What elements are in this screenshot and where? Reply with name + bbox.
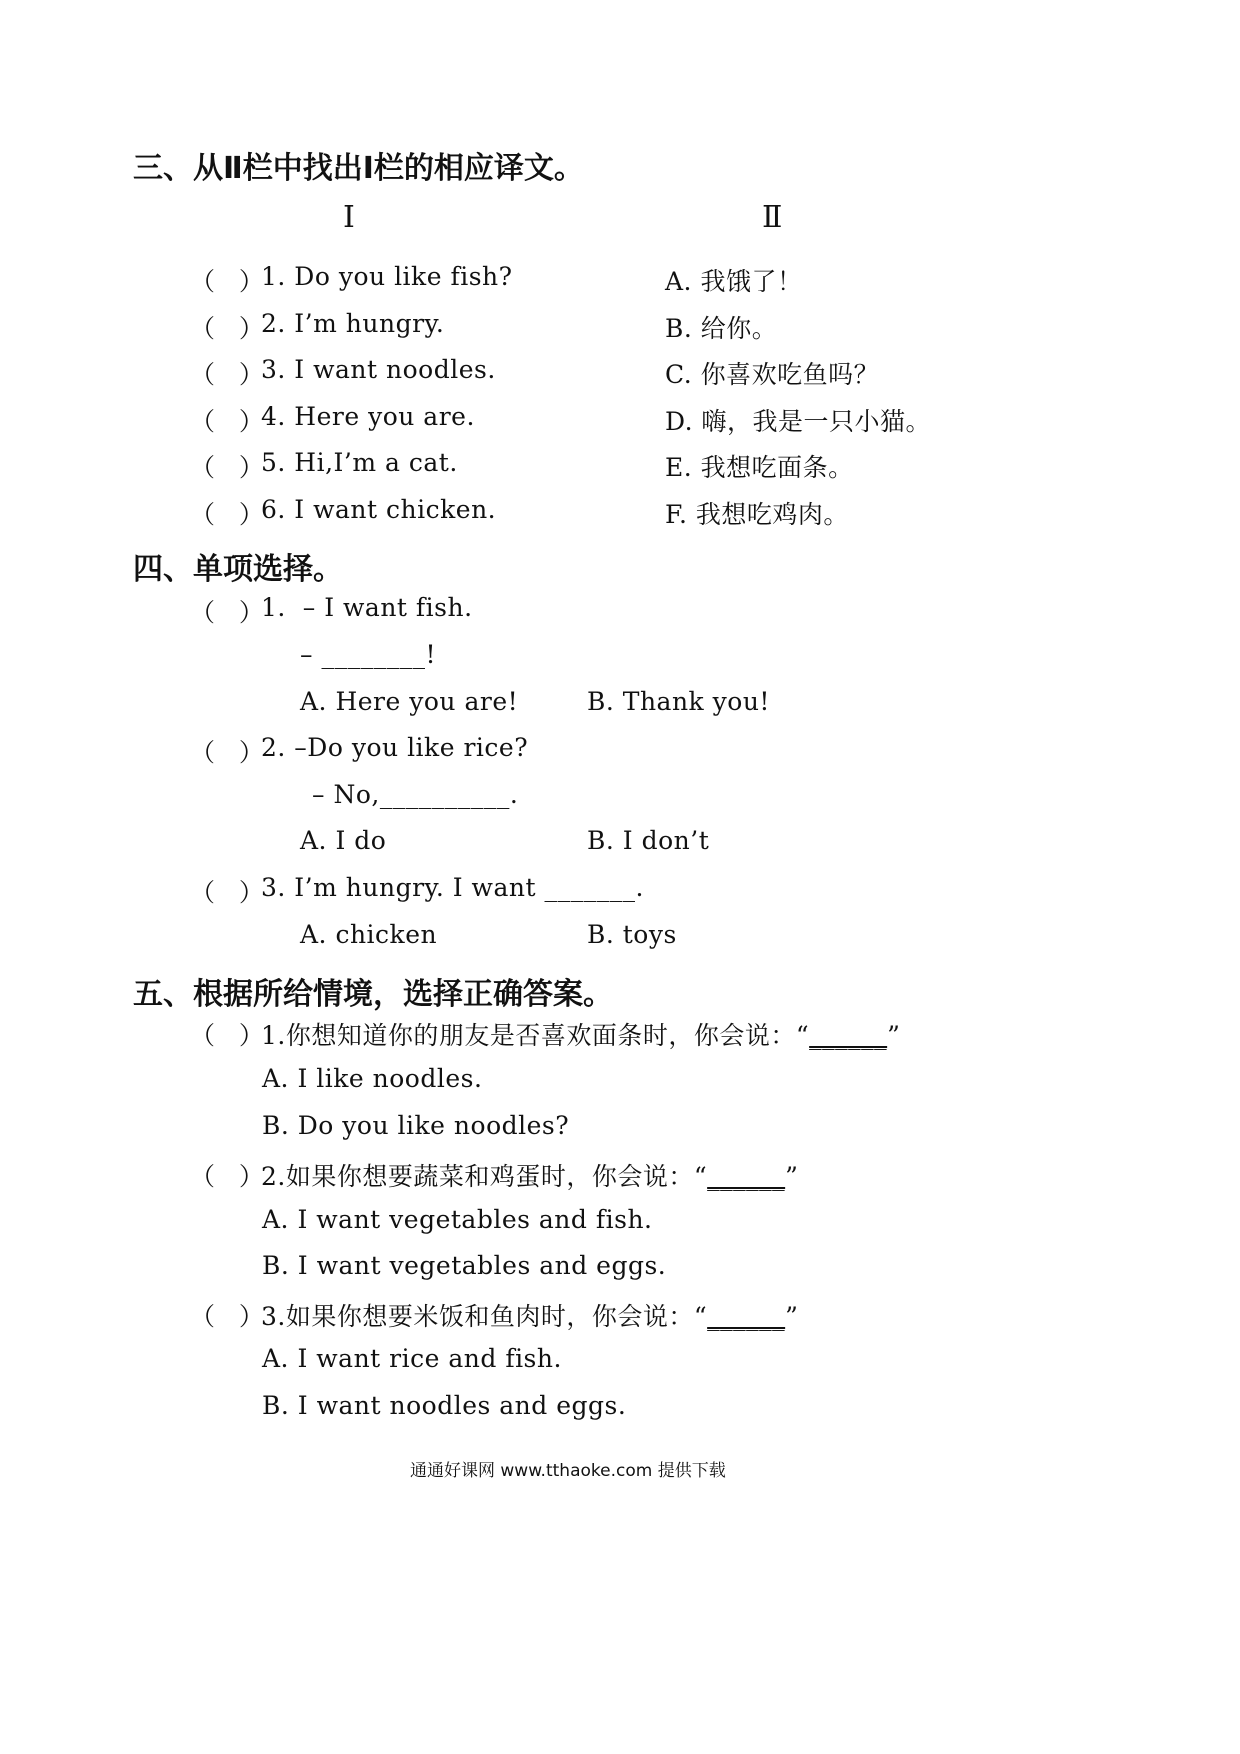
question-text: 3. I want noodles. (261, 355, 496, 384)
question-text: 2.如果你想要蔬菜和鸡蛋时，你会说：“ (261, 1162, 708, 1191)
answer-paren[interactable]: （ ） (190, 453, 264, 482)
question-line: 2. –Do you like rice? (261, 733, 529, 762)
option-a: A. I want rice and fish. (262, 1344, 562, 1373)
answer-paren[interactable]: （ ） (190, 878, 264, 907)
close-quote: ” (785, 1302, 799, 1331)
question-text: 2. I’m hungry. (261, 309, 445, 338)
option-b: B. toys (587, 920, 677, 949)
question-line (261, 1297, 798, 1333)
option-b: B. I want noodles and eggs. (262, 1391, 627, 1420)
option-b: B. I want vegetables and eggs. (262, 1251, 667, 1280)
column1-header: Ⅰ (343, 200, 355, 235)
answer-paren[interactable]: （ ） (190, 267, 264, 296)
question-line (261, 1016, 900, 1052)
translation-option: A. 我饿了！ (665, 267, 803, 296)
close-quote: ” (785, 1162, 799, 1191)
question-text: 6. I want chicken. (261, 495, 497, 524)
section3-title: 三、从Ⅱ栏中找出Ⅰ栏的相应译文。 (133, 151, 584, 186)
answer-paren[interactable]: （ ） (190, 1302, 264, 1331)
translation-option: B. 给你。 (665, 314, 778, 343)
question-text: 4. Here you are. (261, 402, 475, 431)
footer-text: 通通好课网 www.tthaoke.com 提供下载 (410, 1461, 726, 1481)
answer-blank: ______ (809, 1021, 888, 1050)
question-line: 3. I’m hungry. I want _______. (261, 873, 644, 902)
answer-paren[interactable]: （ ） (190, 1162, 264, 1191)
question-text: 3.如果你想要米饭和鱼肉时，你会说：“ (261, 1302, 708, 1331)
answer-paren[interactable]: （ ） (190, 1021, 264, 1050)
close-quote: ” (887, 1021, 901, 1050)
option-b: B. I don’t (587, 826, 710, 855)
translation-option: D. 嗨，我是一只小猫。 (665, 407, 932, 436)
option-a: A. chicken (300, 920, 438, 949)
question-line: 1. – I want fish. (261, 593, 473, 622)
answer-paren[interactable]: （ ） (190, 500, 264, 529)
question-line: – ________! (300, 640, 436, 669)
answer-blank: ______ (707, 1302, 786, 1331)
option-a: A. I like noodles. (262, 1064, 483, 1093)
option-a: A. Here you are! (300, 687, 519, 716)
answer-paren[interactable]: （ ） (190, 738, 264, 767)
answer-paren[interactable]: （ ） (190, 407, 264, 436)
option-b: B. Thank you! (587, 687, 770, 716)
question-text: 5. Hi,I’m a cat. (261, 448, 458, 477)
section4-title: 四、单项选择。 (133, 552, 343, 587)
question-line: – No,__________. (312, 780, 519, 809)
option-a: A. I want vegetables and fish. (262, 1205, 653, 1234)
option-b: B. Do you like noodles? (262, 1111, 570, 1140)
question-text: 1.你想知道你的朋友是否喜欢面条时，你会说：“ (261, 1021, 810, 1050)
answer-paren[interactable]: （ ） (190, 314, 264, 343)
translation-option: E. 我想吃面条。 (665, 453, 854, 482)
answer-paren[interactable]: （ ） (190, 360, 264, 389)
section5-title: 五、根据所给情境，选择正确答案。 (133, 977, 613, 1012)
option-a: A. I do (300, 826, 387, 855)
answer-paren[interactable]: （ ） (190, 598, 264, 627)
column2-header: Ⅱ (762, 200, 783, 235)
answer-blank: ______ (707, 1162, 786, 1191)
question-text: 1. Do you like fish? (261, 262, 513, 291)
translation-option: F. 我想吃鸡肉。 (665, 500, 849, 529)
question-line (261, 1157, 798, 1193)
translation-option: C. 你喜欢吃鱼吗？ (665, 360, 880, 389)
